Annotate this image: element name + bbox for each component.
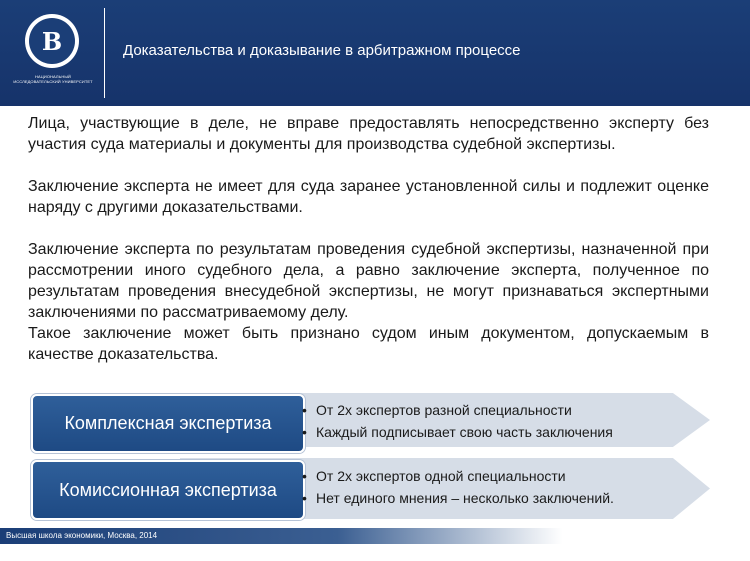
slide-title: Доказательства и доказывание в арбитражном процессе [123, 42, 521, 59]
logo-subtitle: НАЦИОНАЛЬНЫЙ ИССЛЕДОВАТЕЛЬСКИЙ УНИВЕРСИТЕТ [13, 74, 93, 84]
footer-text: Высшая школа экономики, Москва, 2014 [6, 531, 158, 540]
commission-expertise-label: Комиссионная экспертиза [59, 479, 277, 500]
complex-expertise-bullets [300, 399, 690, 443]
commission-expertise-bullets [300, 465, 690, 509]
bullet-item: • От 2х экспертов разной специальности [300, 399, 690, 421]
paragraph-2: Заключение эксперта не имеет для суда заранее установленной силы и подлежит оценке наряду с другими доказательствами. [28, 178, 709, 216]
slide-header [0, 0, 750, 106]
complex-expertise-label: Комплексная экспертиза [64, 413, 272, 433]
paragraph-3: Заключение эксперта по результатам проведения судебной экспертизы, назначенной при рассмотрении иного судебного дела, а равно заключение эксперта, полученное по результатам проведения внесудебной экспертизы, не могут признаваться экспертными заключениями по рассматриваемому делу. [28, 241, 709, 321]
paragraph-1: Лица, участвующие в деле, не вправе предоставлять непосредственно эксперту без участия суда материалы и документы для производства судебной экспертизы. [28, 115, 709, 153]
complex-expertise-box [31, 394, 305, 453]
logo-letter: В [29, 18, 75, 64]
bullet-item: • Каждый подписывает свою часть заключения [300, 421, 690, 443]
university-logo [25, 14, 79, 68]
slide-body [28, 113, 709, 365]
header-divider [104, 8, 105, 98]
bullet-item: • Нет единого мнения – несколько заключений. [300, 487, 690, 509]
bullet-item: • От 2х экспертов одной специальности [300, 465, 690, 487]
commission-expertise-box [31, 460, 305, 520]
paragraph-4: Такое заключение может быть признано судом иным документом, допускаемым в качестве доказательства. [28, 325, 709, 363]
slide-footer [0, 528, 750, 544]
